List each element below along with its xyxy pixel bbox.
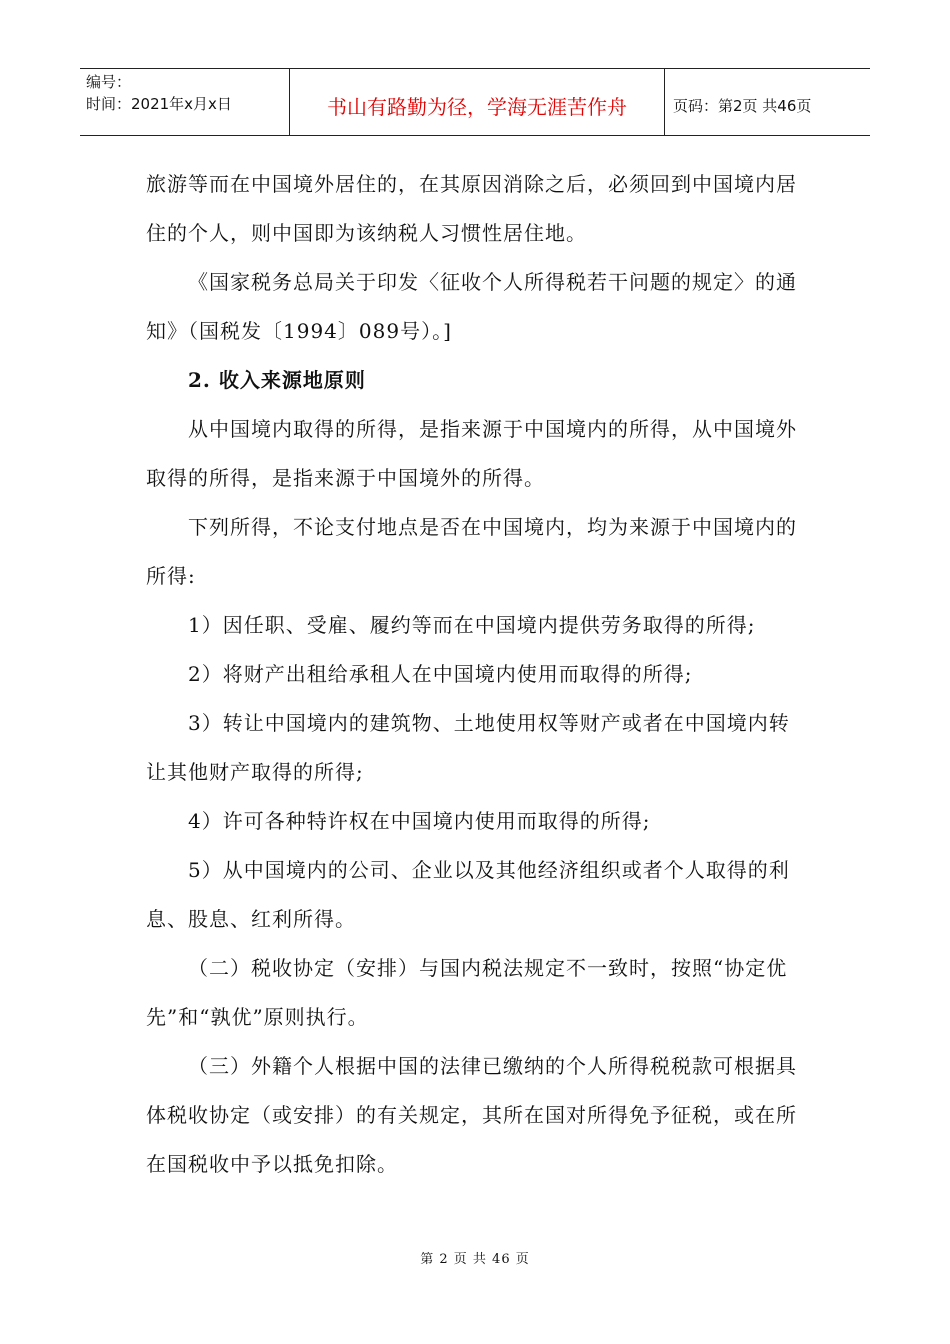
number-label: 编号： (86, 73, 132, 91)
page-info: 页码：第2页 共46页 (673, 96, 812, 115)
list-item: 3）转让中国境内的建筑物、土地使用权等财产或者在中国境内转让其他财产取得的所得; (146, 711, 790, 784)
list-item: 5）从中国境内的公司、企业以及其他经济组织或者个人取得的利息、股息、红利所得。 (146, 858, 790, 931)
paragraph: 《国家税务总局关于印发〈征收个人所得税若干问题的规定〉的通知》（国税发〔1994〕089号）。] (146, 270, 797, 343)
list-item: 4）许可各种特许权在中国境内使用而取得的所得; (188, 809, 651, 833)
date-label: 时间：2021年x月x日 (86, 95, 232, 113)
paragraph: 从中国境内取得的所得，是指来源于中国境内的所得，从中国境外取得的所得，是指来源于中国境外的所得。 (146, 417, 797, 490)
header-meta (80, 69, 290, 135)
motto: 书山有路勤为径，学海无涯苦作舟 (290, 69, 665, 135)
document-body (146, 160, 806, 1189)
section-heading: 2. 收入来源地原则 (188, 368, 366, 392)
list-item: 2）将财产出租给承租人在中国境内使用而取得的所得; (188, 662, 693, 686)
list-item: 1）因任职、受雇、履约等而在中国境内提供劳务取得的所得; (188, 613, 756, 637)
paragraph: 下列所得，不论支付地点是否在中国境内，均为来源于中国境内的所得: (146, 515, 797, 588)
paragraph: 旅游等而在中国境外居住的，在其原因消除之后，必须回到中国境内居住的个人，则中国即为该纳税人习惯性居住地。 (146, 172, 797, 245)
page-footer: 第 2 页 共 46 页 (420, 1252, 530, 1267)
paragraph: （三）外籍个人根据中国的法律已缴纳的个人所得税税款可根据具体税收协定（或安排）的有关规定，其所在国对所得免予征税，或在所在国税收中予以抵免扣除。 (146, 1054, 797, 1176)
paragraph: （二）税收协定（安排）与国内税法规定不一致时，按照“协定优先”和“孰优”原则执行。 (146, 956, 788, 1029)
page-header (80, 68, 870, 136)
